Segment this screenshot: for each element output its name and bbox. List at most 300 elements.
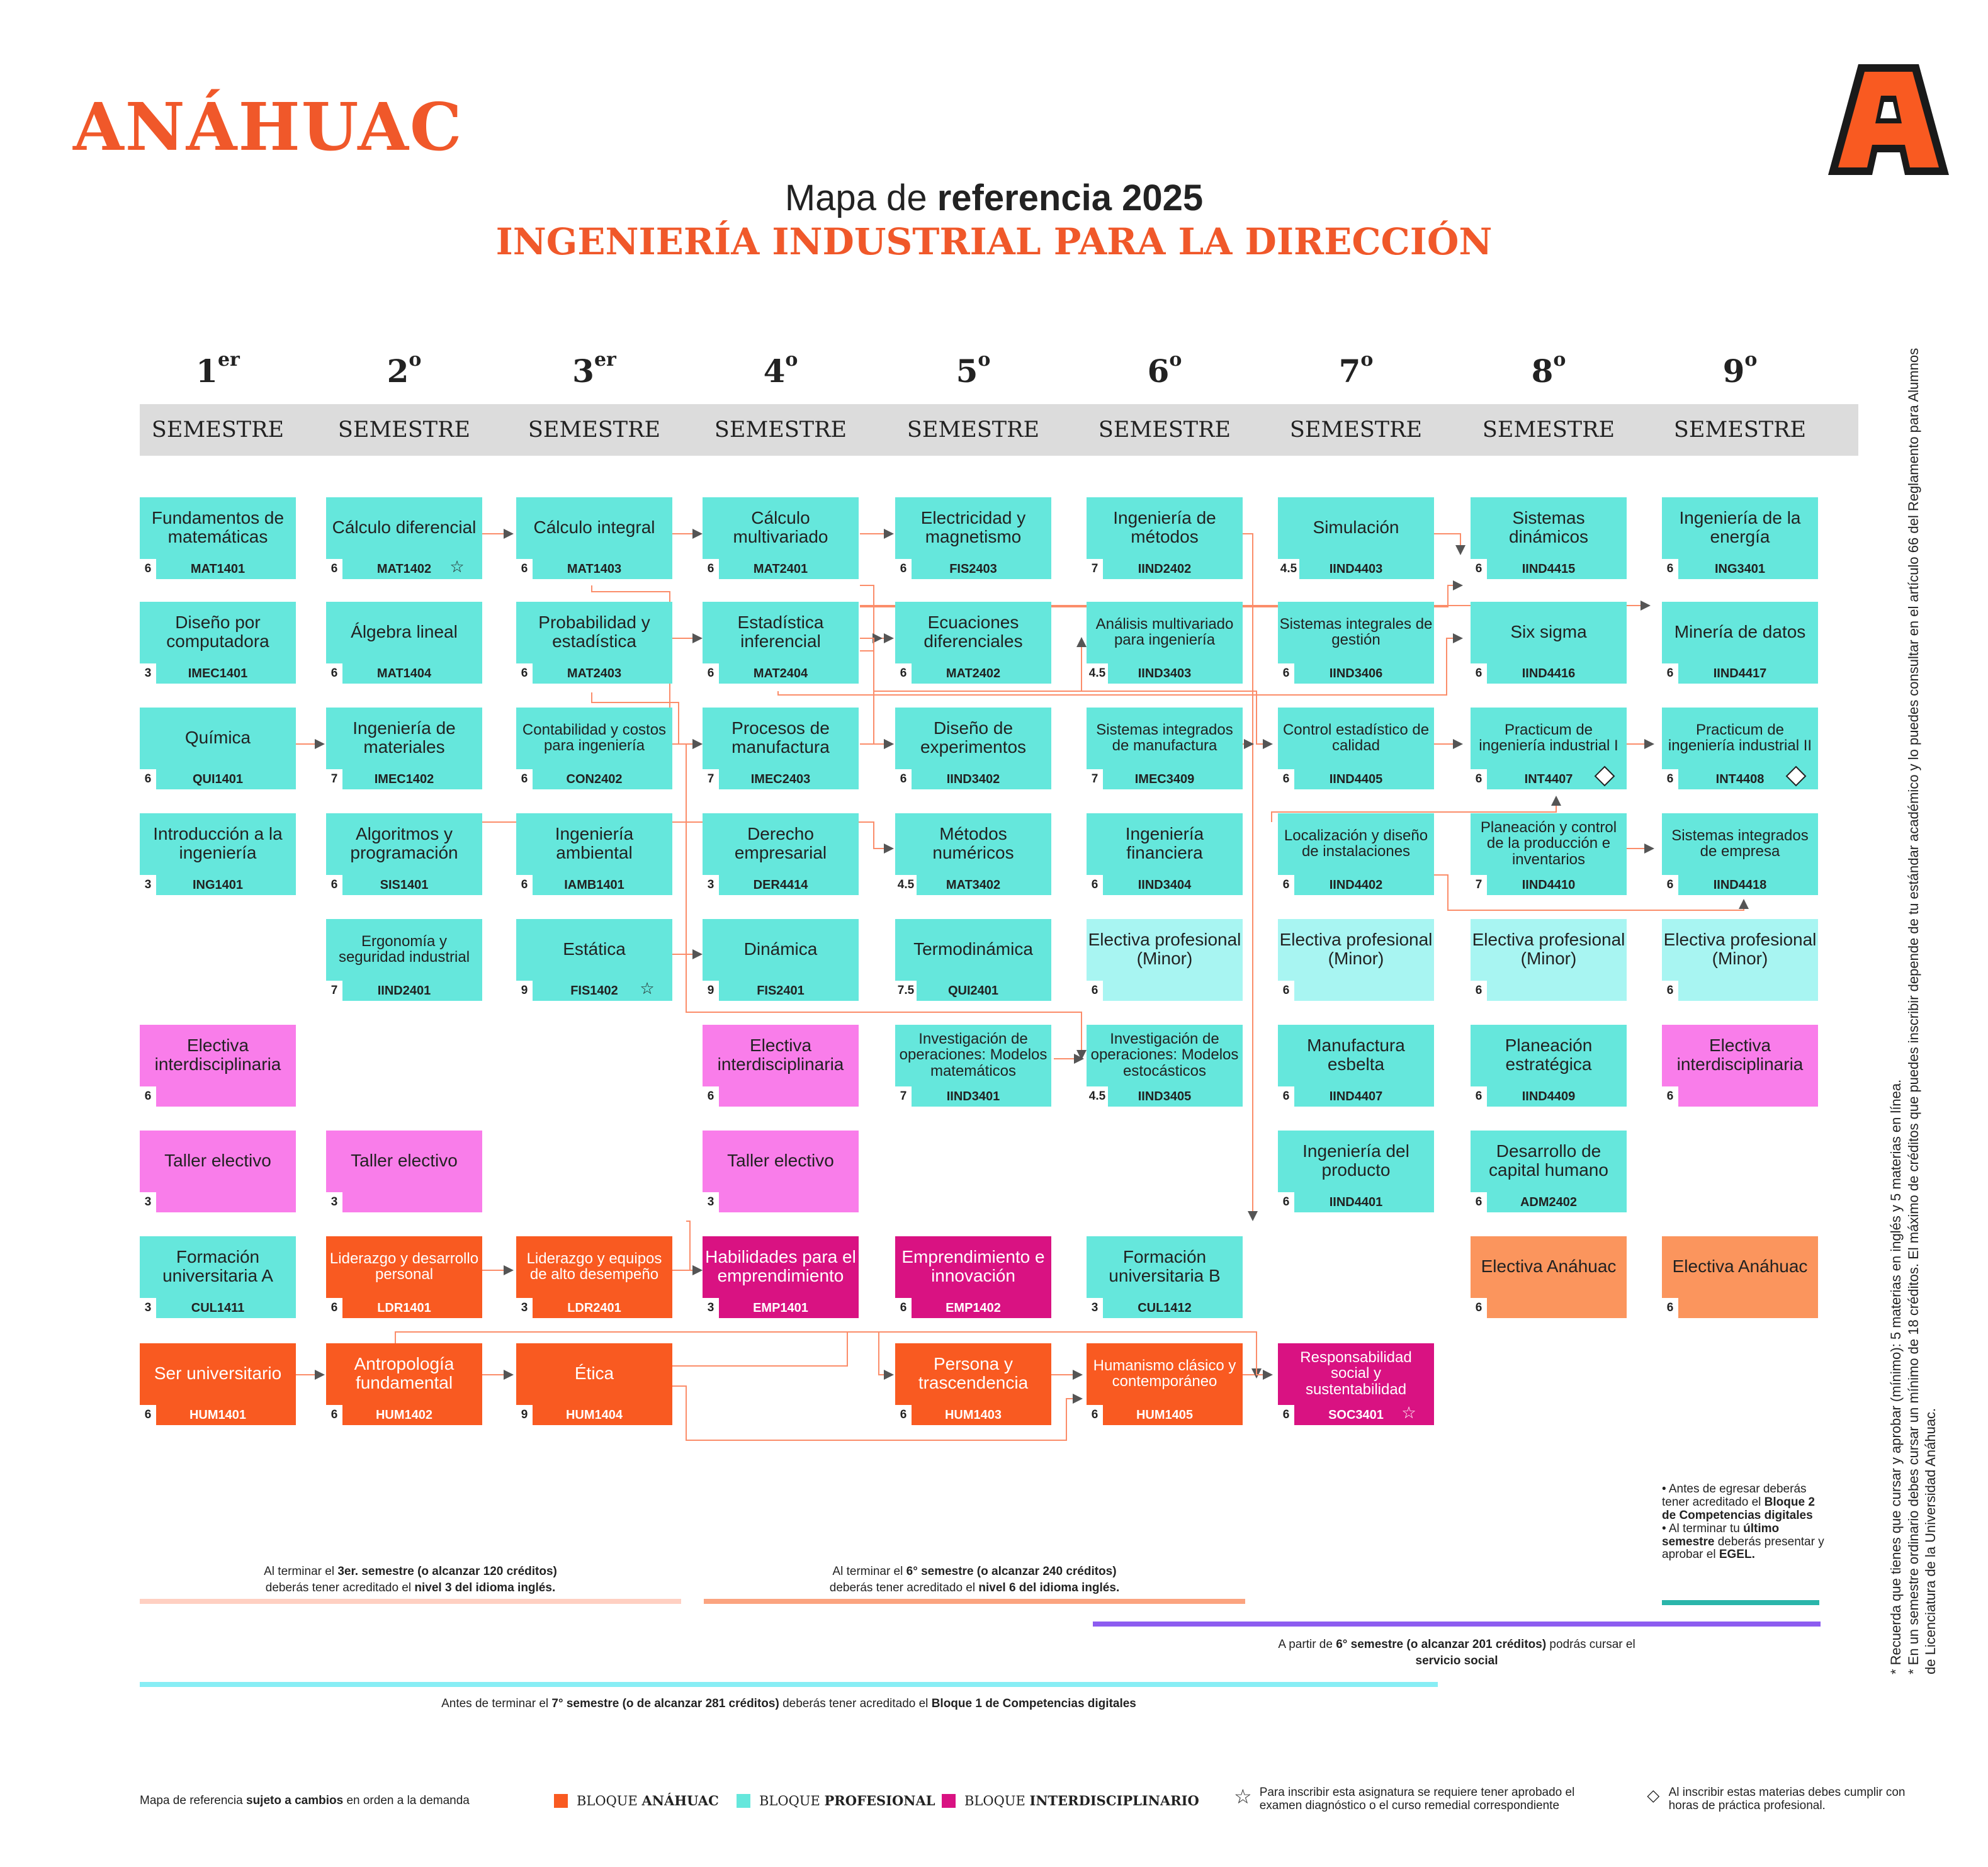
- english-level-6-note: Al terminar el 6° semestre (o alcanzar 240 créditos) deberás tener acreditado el nivel 6 del idioma inglés.: [829, 1565, 1120, 1594]
- course-credits: 6: [326, 559, 342, 579]
- course-code: MAT3402: [946, 878, 1001, 892]
- course-code: MAT2404: [753, 667, 808, 680]
- course-name: Practicum de ingeniería industrial I: [1479, 721, 1618, 754]
- course-credits: 3: [516, 1298, 533, 1318]
- course-name: Cálculo multivariado: [733, 508, 828, 546]
- course-code: IIND4415: [1522, 562, 1576, 576]
- course-credits: 6: [1662, 769, 1678, 789]
- course-code: HUM1402: [375, 1408, 433, 1422]
- course-card[interactable]: [1278, 602, 1434, 684]
- course-credits: 6: [1278, 769, 1294, 789]
- english-level-3-bar: [140, 1599, 681, 1604]
- semester-label: SEMESTRE: [1482, 417, 1615, 443]
- course-credits: 7.5: [895, 981, 917, 1001]
- course-code: LDR2401: [567, 1301, 621, 1315]
- course-credits: 6: [703, 663, 719, 684]
- course-card[interactable]: [1087, 1025, 1243, 1107]
- course-card[interactable]: [1278, 1131, 1434, 1212]
- course-code: HUM1403: [944, 1408, 1002, 1422]
- semester-label: SEMESTRE: [714, 417, 847, 443]
- legend-anahuac: BLOQUE ANÁHUAC: [554, 1793, 719, 1808]
- course-code: HUM1401: [189, 1408, 247, 1422]
- course-name: Electiva Anáhuac: [1481, 1256, 1617, 1277]
- course-name: Electiva profesional (Minor): [1663, 930, 1817, 968]
- course-card[interactable]: [895, 602, 1051, 684]
- course-card[interactable]: [703, 602, 859, 684]
- course-name: Electricidad y magnetismo: [920, 508, 1026, 546]
- semester-number: 2$^o$: [387, 349, 422, 390]
- course-card[interactable]: [1662, 1236, 1818, 1318]
- course-name: Química: [184, 728, 251, 748]
- course-code: QUI2401: [947, 984, 999, 998]
- course-name: Manufactura esbelta: [1307, 1035, 1405, 1074]
- course-card[interactable]: [140, 1343, 296, 1425]
- course-card[interactable]: [1087, 708, 1243, 789]
- course-card[interactable]: [140, 708, 296, 789]
- course-credits: 6: [1662, 1086, 1678, 1107]
- course-name: Sistemas integrados de empresa: [1671, 826, 1809, 860]
- course-card[interactable]: [895, 919, 1051, 1001]
- course-code: DER4414: [753, 878, 808, 892]
- course-name: Ergonomía y seguridad industrial: [338, 932, 470, 966]
- course-name: Estática: [563, 939, 626, 959]
- course-name: Análisis multivariado para ingeniería: [1095, 615, 1234, 648]
- course-credits: 6: [1087, 875, 1103, 895]
- semester-label: SEMESTRE: [1673, 417, 1807, 443]
- graduation-bar: [1662, 1600, 1819, 1605]
- course-name: Termodinámica: [913, 939, 1033, 959]
- course-card[interactable]: [703, 1236, 859, 1318]
- course-code: MAT2402: [946, 667, 1001, 680]
- course-card[interactable]: [703, 919, 859, 1001]
- course-credits: 6: [516, 769, 533, 789]
- semester-number: 5$^o$: [956, 349, 991, 390]
- diamond-icon: [1647, 1786, 1660, 1807]
- course-name: Cálculo integral: [533, 517, 655, 538]
- course-code: EMP1401: [753, 1301, 808, 1315]
- course-name: Investigación de operaciones: Modelos estocásticos: [1090, 1030, 1239, 1080]
- course-code: FIS2403: [949, 562, 997, 576]
- course-card[interactable]: [140, 1131, 296, 1212]
- semester-number: 6$^o$: [1147, 349, 1182, 390]
- legend-interdisciplinario: BLOQUE INTERDISCIPLINARIO: [942, 1793, 1199, 1808]
- course-name: Practicum de ingeniería industrial II: [1668, 721, 1812, 754]
- course-name: Fundamentos de matemáticas: [151, 508, 285, 546]
- english-level-3-note: Al terminar el 3er. semestre (o alcanzar 120 créditos) deberás tener acreditado el nivel 3 del idioma inglés.: [264, 1565, 557, 1594]
- course-code: SIS1401: [380, 878, 429, 892]
- course-code: MAT1404: [376, 667, 432, 680]
- course-code: IAMB1401: [564, 878, 624, 892]
- course-card[interactable]: [140, 813, 296, 895]
- course-credits: 4.5: [895, 875, 917, 895]
- course-card[interactable]: [1278, 813, 1434, 895]
- course-code: IIND3401: [946, 1090, 1000, 1103]
- course-card[interactable]: [1087, 602, 1243, 684]
- course-credits: 6: [1471, 663, 1487, 684]
- course-code: IIND2401: [377, 984, 431, 998]
- course-card[interactable]: [516, 708, 672, 789]
- course-code: IIND4402: [1329, 878, 1383, 892]
- course-credits: 6: [1471, 1298, 1487, 1318]
- course-name: Ingeniería ambiental: [555, 824, 634, 862]
- semester-label: SEMESTRE: [1098, 417, 1231, 443]
- course-code: SOC3401: [1328, 1408, 1384, 1422]
- course-card[interactable]: [1278, 497, 1434, 579]
- course-card[interactable]: [703, 708, 859, 789]
- graduation-requirements-note: • Antes de egresar deberás tener acreditado el Bloque 2 de Competencias digitales • Al terminar tu último semestre deberás presentar y aprobar el EGEL.: [1662, 1482, 1824, 1562]
- course-credits: 6: [895, 769, 912, 789]
- course-card[interactable]: [140, 1236, 296, 1318]
- course-card[interactable]: [703, 1131, 859, 1212]
- course-card[interactable]: [1471, 1025, 1627, 1107]
- semester-label: SEMESTRE: [337, 417, 471, 443]
- course-name: Electiva profesional (Minor): [1472, 930, 1625, 968]
- course-credits: 6: [1278, 1405, 1294, 1425]
- semester-label: SEMESTRE: [528, 417, 661, 443]
- course-name: Dinámica: [743, 939, 818, 959]
- course-name: Localización y diseño de instalaciones: [1284, 826, 1428, 860]
- course-card[interactable]: [516, 497, 672, 579]
- course-credits: 6: [1278, 981, 1294, 1001]
- course-card[interactable]: [895, 708, 1051, 789]
- course-card[interactable]: [326, 919, 482, 1001]
- legend-swatch-interdisciplinario: [942, 1794, 956, 1808]
- course-code: CUL1412: [1138, 1301, 1192, 1315]
- course-code: FIS1402: [570, 984, 618, 998]
- course-name: Ingeniería de métodos: [1113, 508, 1216, 546]
- course-code: IIND3403: [1138, 667, 1192, 680]
- course-card[interactable]: [895, 497, 1051, 579]
- course-code: IIND4417: [1713, 667, 1767, 680]
- course-code: EMP1402: [946, 1301, 1001, 1315]
- course-credits: 6: [1471, 1086, 1487, 1107]
- course-code: MAT2403: [567, 667, 622, 680]
- course-code: IMEC2403: [750, 772, 811, 786]
- course-code: IIND4409: [1522, 1090, 1576, 1103]
- course-code: IIND4418: [1713, 878, 1767, 892]
- diamond-icon: [1785, 765, 1807, 787]
- course-credits: 6: [1278, 1086, 1294, 1107]
- course-credits: 7: [326, 769, 342, 789]
- course-name: Humanismo clásico y contemporáneo: [1093, 1357, 1236, 1390]
- course-code: ADM2402: [1520, 1195, 1578, 1209]
- course-name: Álgebra lineal: [351, 622, 458, 642]
- course-credits: 6: [895, 1405, 912, 1425]
- course-code: CUL1411: [191, 1301, 245, 1315]
- course-card[interactable]: [1662, 708, 1818, 789]
- star-icon: ☆: [1401, 1403, 1416, 1422]
- course-card[interactable]: [1471, 813, 1627, 895]
- course-name: Sistemas integrados de manufactura: [1096, 721, 1233, 754]
- course-credits: 7: [703, 769, 719, 789]
- course-name: Electiva profesional (Minor): [1279, 930, 1433, 968]
- course-name: Habilidades para el emprendimiento: [705, 1247, 856, 1285]
- course-code: ING1401: [192, 878, 244, 892]
- course-credits: 3: [140, 1192, 156, 1212]
- course-code: LDR1401: [377, 1301, 431, 1315]
- course-credits: 3: [326, 1192, 342, 1212]
- page-title: Mapa de referencia 2025: [784, 178, 1204, 218]
- course-name: Liderazgo y desarrollo personal: [329, 1249, 479, 1283]
- course-card[interactable]: [1278, 919, 1434, 1001]
- course-card[interactable]: [895, 1343, 1051, 1425]
- course-card[interactable]: [895, 1025, 1051, 1107]
- course-code: HUM1405: [1136, 1408, 1194, 1422]
- semester-label: SEMESTRE: [906, 417, 1040, 443]
- course-card[interactable]: [326, 813, 482, 895]
- course-credits: 6: [326, 1298, 342, 1318]
- semester-label: SEMESTRE: [151, 417, 285, 443]
- course-name: Diseño de experimentos: [920, 718, 1027, 757]
- course-card[interactable]: [516, 1343, 672, 1425]
- course-card[interactable]: [703, 1025, 859, 1107]
- course-code: ING3401: [1714, 562, 1766, 576]
- course-credits: 9: [516, 981, 533, 1001]
- course-code: IMEC1401: [188, 667, 248, 680]
- course-credits: 3: [140, 875, 156, 895]
- course-credits: 3: [140, 1298, 156, 1318]
- course-code: IMEC1402: [374, 772, 434, 786]
- course-name: Taller electivo: [727, 1151, 834, 1171]
- course-code: IIND4401: [1329, 1195, 1383, 1209]
- program-title: INGENIERÍA INDUSTRIAL PARA LA DIRECCIÓN: [495, 220, 1493, 263]
- semester-number: 8$^o$: [1531, 349, 1566, 390]
- course-credits: 6: [895, 663, 912, 684]
- course-credits: 6: [1278, 875, 1294, 895]
- course-name: Planeación estratégica: [1505, 1035, 1593, 1074]
- course-code: HUM1404: [565, 1408, 623, 1422]
- legend-swatch-anahuac: [554, 1794, 568, 1808]
- course-credits: 6: [516, 663, 533, 684]
- course-card[interactable]: [326, 602, 482, 684]
- course-name: Ingeniería del producto: [1302, 1141, 1409, 1180]
- course-name: Emprendimiento e innovación: [901, 1247, 1045, 1285]
- course-card[interactable]: [140, 1025, 296, 1107]
- course-card[interactable]: [1471, 919, 1627, 1001]
- digital-skills-note: Antes de terminar el 7° semestre (o de alcanzar 281 créditos) deberás tener acreditado el Bloque 1 de Competencias digitales: [441, 1697, 1136, 1710]
- course-name: Taller electivo: [351, 1151, 458, 1171]
- course-credits: 6: [1471, 1192, 1487, 1212]
- course-code: IIND4403: [1329, 562, 1383, 576]
- course-credits: 6: [326, 663, 342, 684]
- course-card[interactable]: [516, 602, 672, 684]
- course-card[interactable]: [1087, 497, 1243, 579]
- course-card[interactable]: [516, 919, 672, 1001]
- course-credits: 9: [703, 981, 719, 1001]
- course-card[interactable]: [1087, 1343, 1243, 1425]
- course-name: Desarrollo de capital humano: [1489, 1141, 1608, 1180]
- course-code: MAT1403: [567, 562, 622, 576]
- course-name: Responsabilidad social y sustentabilidad: [1300, 1348, 1412, 1398]
- course-credits: 6: [1662, 1298, 1678, 1318]
- course-credits: 6: [895, 1298, 912, 1318]
- course-card[interactable]: [140, 602, 296, 684]
- course-name: Formación universitaria B: [1109, 1247, 1221, 1285]
- course-credits: 6: [1471, 769, 1487, 789]
- course-credits: 4.5: [1087, 1086, 1108, 1107]
- course-code: FIS2401: [757, 984, 805, 998]
- course-name: Formación universitaria A: [162, 1247, 273, 1285]
- course-credits: 6: [1278, 1192, 1294, 1212]
- course-credits: 7: [1087, 769, 1103, 789]
- course-name: Derecho empresarial: [734, 824, 827, 862]
- course-credits: 4.5: [1278, 559, 1299, 579]
- course-code: IIND3404: [1138, 878, 1192, 892]
- course-card[interactable]: [1471, 708, 1627, 789]
- course-code: IIND4407: [1329, 1090, 1383, 1103]
- course-name: Estadística inferencial: [737, 612, 824, 651]
- course-code: MAT2401: [753, 562, 808, 576]
- course-card[interactable]: [516, 813, 672, 895]
- course-credits: 4.5: [1087, 663, 1108, 684]
- course-name: Ingeniería financiera: [1125, 824, 1204, 862]
- course-code: INT4408: [1715, 772, 1765, 786]
- course-name: Simulación: [1313, 517, 1399, 538]
- course-credits: 6: [1471, 559, 1487, 579]
- course-credits: 6: [703, 559, 719, 579]
- course-card[interactable]: [1662, 602, 1818, 684]
- course-name: Ecuaciones diferenciales: [923, 612, 1023, 651]
- course-card[interactable]: [1471, 1131, 1627, 1212]
- course-code: QUI1401: [192, 772, 244, 786]
- course-card[interactable]: [326, 497, 482, 579]
- course-card[interactable]: [895, 813, 1051, 895]
- course-card[interactable]: [326, 1236, 482, 1318]
- course-code: MAT1401: [190, 562, 246, 576]
- course-name: Contabilidad y costos para ingeniería: [522, 721, 667, 754]
- course-code: IIND4405: [1329, 772, 1383, 786]
- course-credits: 6: [140, 769, 156, 789]
- course-credits: 6: [516, 875, 533, 895]
- course-credits: 6: [1662, 663, 1678, 684]
- course-credits: 6: [140, 559, 156, 579]
- course-credits: 6: [326, 1405, 342, 1425]
- legend-profesional: BLOQUE PROFESIONAL: [737, 1793, 935, 1808]
- course-credits: 6: [1471, 981, 1487, 1001]
- course-credits: 7: [326, 981, 342, 1001]
- course-credits: 6: [1087, 1405, 1103, 1425]
- semester-number: 3er: [572, 349, 616, 390]
- course-code: MAT1402: [376, 562, 432, 576]
- course-card[interactable]: [326, 1343, 482, 1425]
- course-card[interactable]: [1471, 1236, 1627, 1318]
- course-name: Electiva profesional (Minor): [1088, 930, 1241, 968]
- social-service-note: A partir de 6° semestre (o alcanzar 201 créditos) podrás cursar el servicio social: [1278, 1638, 1635, 1667]
- course-name: Minería de datos: [1674, 622, 1806, 642]
- course-credits: 3: [703, 1298, 719, 1318]
- course-card[interactable]: [1278, 1025, 1434, 1107]
- course-name: Procesos de manufactura: [731, 718, 830, 757]
- course-credits: 6: [1278, 663, 1294, 684]
- course-name: Antropología fundamental: [354, 1354, 455, 1392]
- course-card[interactable]: [516, 1236, 672, 1318]
- course-credits: 7: [1471, 875, 1487, 895]
- course-name: Electiva Anáhuac: [1672, 1256, 1808, 1277]
- course-name: Sistemas integrales de gestión: [1279, 615, 1433, 648]
- course-card[interactable]: [1471, 602, 1627, 684]
- course-card[interactable]: [1087, 813, 1243, 895]
- course-card[interactable]: [895, 1236, 1051, 1318]
- course-card[interactable]: [326, 708, 482, 789]
- semester-number: 4$^o$: [763, 349, 798, 390]
- course-name: Ética: [574, 1363, 614, 1384]
- semester-number: 9$^o$: [1722, 349, 1758, 390]
- course-name: Algoritmos y programación: [350, 824, 458, 862]
- course-card[interactable]: [703, 813, 859, 895]
- course-name: Ingeniería de la energía: [1679, 508, 1801, 546]
- course-code: IIND3405: [1138, 1090, 1192, 1103]
- course-card[interactable]: [1662, 813, 1818, 895]
- course-credits: 3: [1087, 1298, 1103, 1318]
- course-card[interactable]: [1471, 497, 1627, 579]
- course-card[interactable]: [1662, 497, 1818, 579]
- course-code: IIND3406: [1329, 667, 1383, 680]
- semester-number: 7$^o$: [1338, 349, 1374, 390]
- diamond-icon: [1594, 765, 1615, 787]
- course-code: IIND3402: [946, 772, 1000, 786]
- english-level-6-bar: [704, 1599, 1245, 1604]
- semester-number: 1er: [196, 349, 240, 390]
- course-credits: 6: [1662, 981, 1678, 1001]
- course-name: Control estadístico de calidad: [1282, 721, 1430, 754]
- disclaimer: Mapa de referencia sujeto a cambios en orden a la demanda: [140, 1794, 470, 1807]
- social-service-bar: [1093, 1622, 1821, 1627]
- course-name: Diseño por computadora: [166, 612, 269, 651]
- course-code: IIND4416: [1522, 667, 1576, 680]
- course-name: Electiva interdisciplinaria: [717, 1035, 844, 1074]
- course-card[interactable]: [1662, 919, 1818, 1001]
- course-credits: 7: [1087, 559, 1103, 579]
- course-card[interactable]: [1087, 1236, 1243, 1318]
- course-card[interactable]: [1662, 1025, 1818, 1107]
- course-code: IIND4410: [1522, 878, 1576, 892]
- diamond-legend: Al inscribir estas materias debes cumplir con horas de práctica profesional.: [1647, 1786, 1924, 1813]
- course-credits: 6: [703, 1086, 719, 1107]
- digital-skills-bar: [140, 1682, 1438, 1687]
- course-name: Six sigma: [1510, 622, 1587, 642]
- course-credits: 6: [140, 1086, 156, 1107]
- course-credits: 6: [326, 875, 342, 895]
- course-card[interactable]: [1278, 708, 1434, 789]
- course-credits: 6: [1662, 875, 1678, 895]
- course-name: Ser universitario: [154, 1363, 282, 1384]
- course-name: Electiva interdisciplinaria: [154, 1035, 281, 1074]
- course-name: Investigación de operaciones: Modelos matemáticos: [899, 1030, 1048, 1080]
- course-credits: 6: [895, 559, 912, 579]
- course-name: Persona y trascendencia: [918, 1354, 1029, 1392]
- course-card[interactable]: [326, 1131, 482, 1212]
- course-name: Electiva interdisciplinaria: [1676, 1035, 1804, 1074]
- course-name: Taller electivo: [164, 1151, 271, 1171]
- course-credits: 6: [1087, 981, 1103, 1001]
- course-name: Métodos numéricos: [932, 824, 1014, 862]
- course-name: Probabilidad y estadística: [538, 612, 650, 651]
- course-code: CON2402: [566, 772, 623, 786]
- course-credits: 3: [703, 1192, 719, 1212]
- anahuac-logo-text: ANÁHUAC: [73, 88, 463, 166]
- course-card[interactable]: [703, 497, 859, 579]
- course-credits: 3: [703, 875, 719, 895]
- course-name: Introducción a la ingeniería: [153, 824, 283, 862]
- course-name: Cálculo diferencial: [332, 517, 477, 538]
- legend-swatch-profesional: [737, 1794, 750, 1808]
- course-credits: 6: [140, 1405, 156, 1425]
- course-card[interactable]: [140, 497, 296, 579]
- star-legend: ☆ Para inscribir esta asignatura se requiere tener aprobado el examen diagnóstico o el curso remedial correspondiente: [1234, 1785, 1575, 1812]
- course-card[interactable]: [1087, 919, 1243, 1001]
- course-card[interactable]: [1278, 1343, 1434, 1425]
- course-credits: 7: [895, 1086, 912, 1107]
